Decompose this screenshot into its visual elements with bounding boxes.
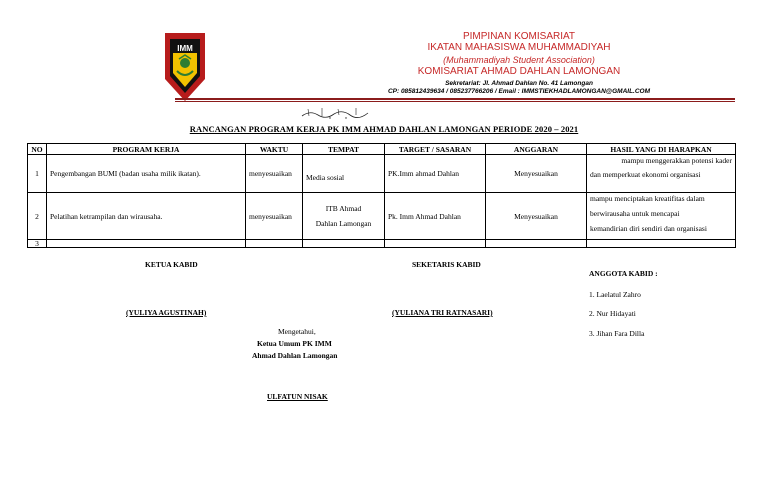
cell-program: Pengembangan BUMI (badan usaha milik ikatan). [47, 155, 246, 193]
cell-anggaran: Menyesuaikan [486, 155, 587, 193]
table-row [28, 155, 736, 193]
hasil-line: mampu menciptakan kreatifitas dalam [590, 194, 705, 203]
cell-target: PK.Imm ahmad Dahlan [385, 155, 486, 193]
letterhead-address: Sekretariat: Jl. Ahmad Dahlan No. 41 Lamongan [445, 80, 593, 87]
cell-waktu: menyesuaikan [246, 155, 303, 193]
header-anggaran: ANGGARAN [486, 144, 587, 155]
ketua-kabid-title: KETUA KABID [145, 260, 198, 269]
letterhead-line4: KOMISARIAT AHMAD DAHLAN LAMONGAN [417, 66, 621, 77]
letterhead-line2: IKATAN MAHASISWA MUHAMMADIYAH [427, 42, 611, 53]
sekretaris-kabid-name: (YULIANA TRI RATNASARI) [392, 308, 493, 317]
cell-hasil [587, 193, 736, 240]
letterhead-line1: PIMPINAN KOMISARIAT [462, 31, 576, 42]
ketua-umum-name: ULFATUN NISAK [267, 392, 328, 401]
mengetahui-label: Mengetahui, [278, 327, 316, 336]
cell-target: Pk. Imm Ahmad Dahlan [385, 193, 486, 240]
cell-target [385, 240, 486, 248]
anggota-item: 2. Nur Hidayati [589, 309, 636, 318]
table-row [28, 240, 736, 248]
header-no: NO [28, 144, 47, 155]
cell-no: 3 [28, 240, 47, 248]
letterhead-contact: CP: 085812439634 / 085237766206 / Email : IMMSTIEKHADLAMONGAN@GMAIL.COM [387, 88, 651, 95]
anggota-item: 1. Laelatul Zahro [589, 290, 641, 299]
hasil-line: kemandirian diri sendiri dan organisasi [590, 224, 707, 233]
cell-anggaran [486, 240, 587, 248]
hasil-line: mampu menggerakkan potensi kader [621, 156, 732, 165]
anggota-kabid-title: ANGGOTA KABID : [589, 269, 658, 278]
cell-hasil [587, 155, 736, 193]
logo-text: IMM [177, 44, 193, 53]
program-table [27, 143, 736, 248]
header-hasil: HASIL YANG DI HARAPKAN [587, 144, 736, 155]
table-header-row [28, 144, 736, 155]
cell-waktu: menyesuaikan [246, 193, 303, 240]
cell-program [47, 240, 246, 248]
tempat-line: Dahlan Lamongan [315, 219, 372, 228]
header-waktu: WAKTU [246, 144, 303, 155]
header-tempat: TEMPAT [303, 144, 385, 155]
document-title: RANCANGAN PROGRAM KERJA PK IMM AHMAD DAHLAN LAMONGAN PERIODE 2020 – 2021 [189, 124, 579, 134]
ketua-umum-title: Ketua Umum PK IMM [257, 339, 332, 348]
cell-program: Pelatihan ketrampilan dan wirausaha. [47, 193, 246, 240]
tempat-line: ITB Ahmad [325, 204, 362, 213]
letterhead-line3: (Muhammadiyah Student Association) [443, 55, 595, 65]
table-row [28, 193, 736, 240]
hasil-line: dan memperkuat ekonomi organisasi [590, 170, 701, 179]
basmalah-calligraphy [300, 106, 370, 120]
cell-anggaran: Menyesuaikan [486, 193, 587, 240]
cell-hasil [587, 240, 736, 248]
header-program: PROGRAM KERJA [47, 144, 246, 155]
cell-tempat [303, 193, 385, 240]
ketua-kabid-name: (YULIYA AGUSTINAH) [126, 308, 207, 317]
ketua-umum-org: Ahmad Dahlan Lamongan [252, 351, 338, 360]
header-target: TARGET / SASARAN [385, 144, 486, 155]
cell-no: 1 [28, 155, 47, 193]
letterhead-rule-thick [175, 98, 735, 100]
letterhead-rule-thin [175, 101, 735, 102]
cell-tempat: Media sosial [303, 155, 385, 193]
hasil-line: berwirausaha untuk mencapai [590, 209, 680, 218]
anggota-item: 3. Jihan Fara Dilla [589, 329, 645, 338]
cell-tempat [303, 240, 385, 248]
cell-waktu [246, 240, 303, 248]
cell-no: 2 [28, 193, 47, 240]
sekretaris-kabid-title: SEKETARIS KABID [412, 260, 481, 269]
